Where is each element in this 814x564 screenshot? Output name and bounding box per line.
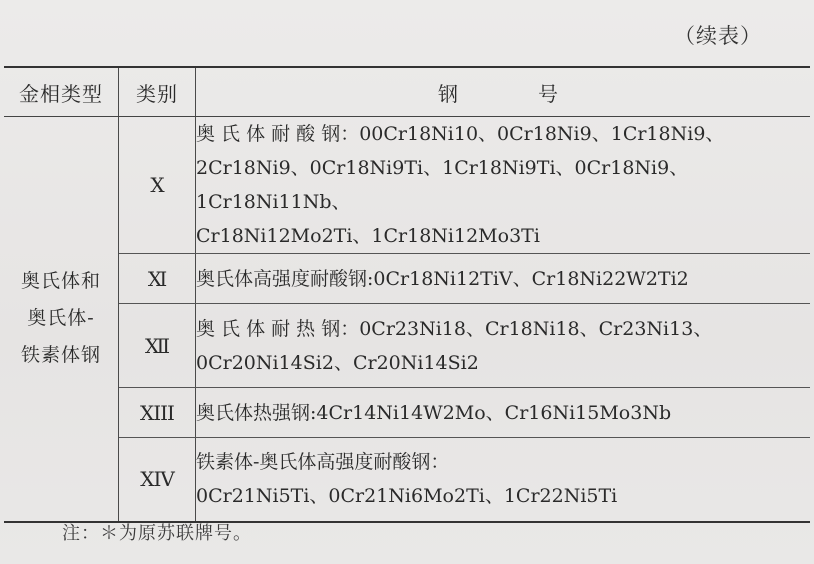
steel-line: 2Cr18Ni9、0Cr18Ni9Ti、1Cr18Ni9Ti、0Cr18Ni9、1Cr18Ni11Nb、	[196, 157, 689, 213]
steel-line: 奥 氏 体 耐 热 钢：0Cr23Ni18、Cr18Ni18、Cr23Ni13、	[196, 317, 713, 340]
class-cell: Ⅹ	[119, 117, 196, 254]
steel-cell	[196, 438, 811, 522]
class-cell: XIV	[119, 438, 196, 522]
steel-line: 奥氏体高强度耐酸钢:0Cr18Ni12TiV、Cr18Ni22W2Ti2	[196, 267, 689, 290]
steel-cell	[196, 117, 811, 254]
steel-cell	[196, 304, 811, 388]
class-cell: XIII	[119, 388, 196, 438]
phase-type-line: 铁素体钢	[20, 344, 101, 367]
header-steel-grade	[196, 67, 811, 117]
header-class: 类别	[119, 67, 196, 117]
table-row	[4, 388, 810, 438]
steel-line: Cr18Ni12Mo2Ti、1Cr18Ni12Mo3Ti	[196, 225, 540, 247]
steel-line: 0Cr20Ni14Si2、Cr20Ni14Si2	[196, 351, 479, 374]
header-phase-type: 金相类型	[4, 67, 119, 117]
steel-grade-table	[4, 66, 810, 523]
header-steel-grade-label: 钢号	[438, 81, 638, 106]
table-header-row	[4, 67, 810, 117]
steel-line: 奥 氏 体 耐 酸 钢：00Cr18Ni10、0Cr18Ni9、1Cr18Ni9、	[196, 123, 725, 145]
class-cell: Ⅻ	[119, 304, 196, 388]
phase-type-cell	[4, 117, 119, 522]
phase-type-line: 奥氏体-	[27, 307, 95, 330]
steel-line: 0Cr21Ni5Ti、0Cr21Ni6Mo2Ti、1Cr22Ni5Ti	[196, 485, 618, 508]
steel-cell	[196, 254, 811, 304]
table-row	[4, 117, 810, 254]
steel-line: 铁素体-奥氏体高强度耐酸钢：	[196, 451, 450, 474]
class-cell: Ⅺ	[119, 254, 196, 304]
steel-cell	[196, 388, 811, 438]
continued-label: （续表）	[674, 24, 762, 48]
table-row	[4, 254, 810, 304]
phase-type-line: 奥氏体和	[20, 270, 101, 293]
table-row	[4, 438, 810, 522]
table-row	[4, 304, 810, 388]
steel-line: 奥氏体热强钢:4Cr14Ni14W2Mo、Cr16Ni15Mo3Nb	[196, 401, 672, 424]
footnote: 注：＊为原苏联牌号。	[62, 523, 252, 544]
